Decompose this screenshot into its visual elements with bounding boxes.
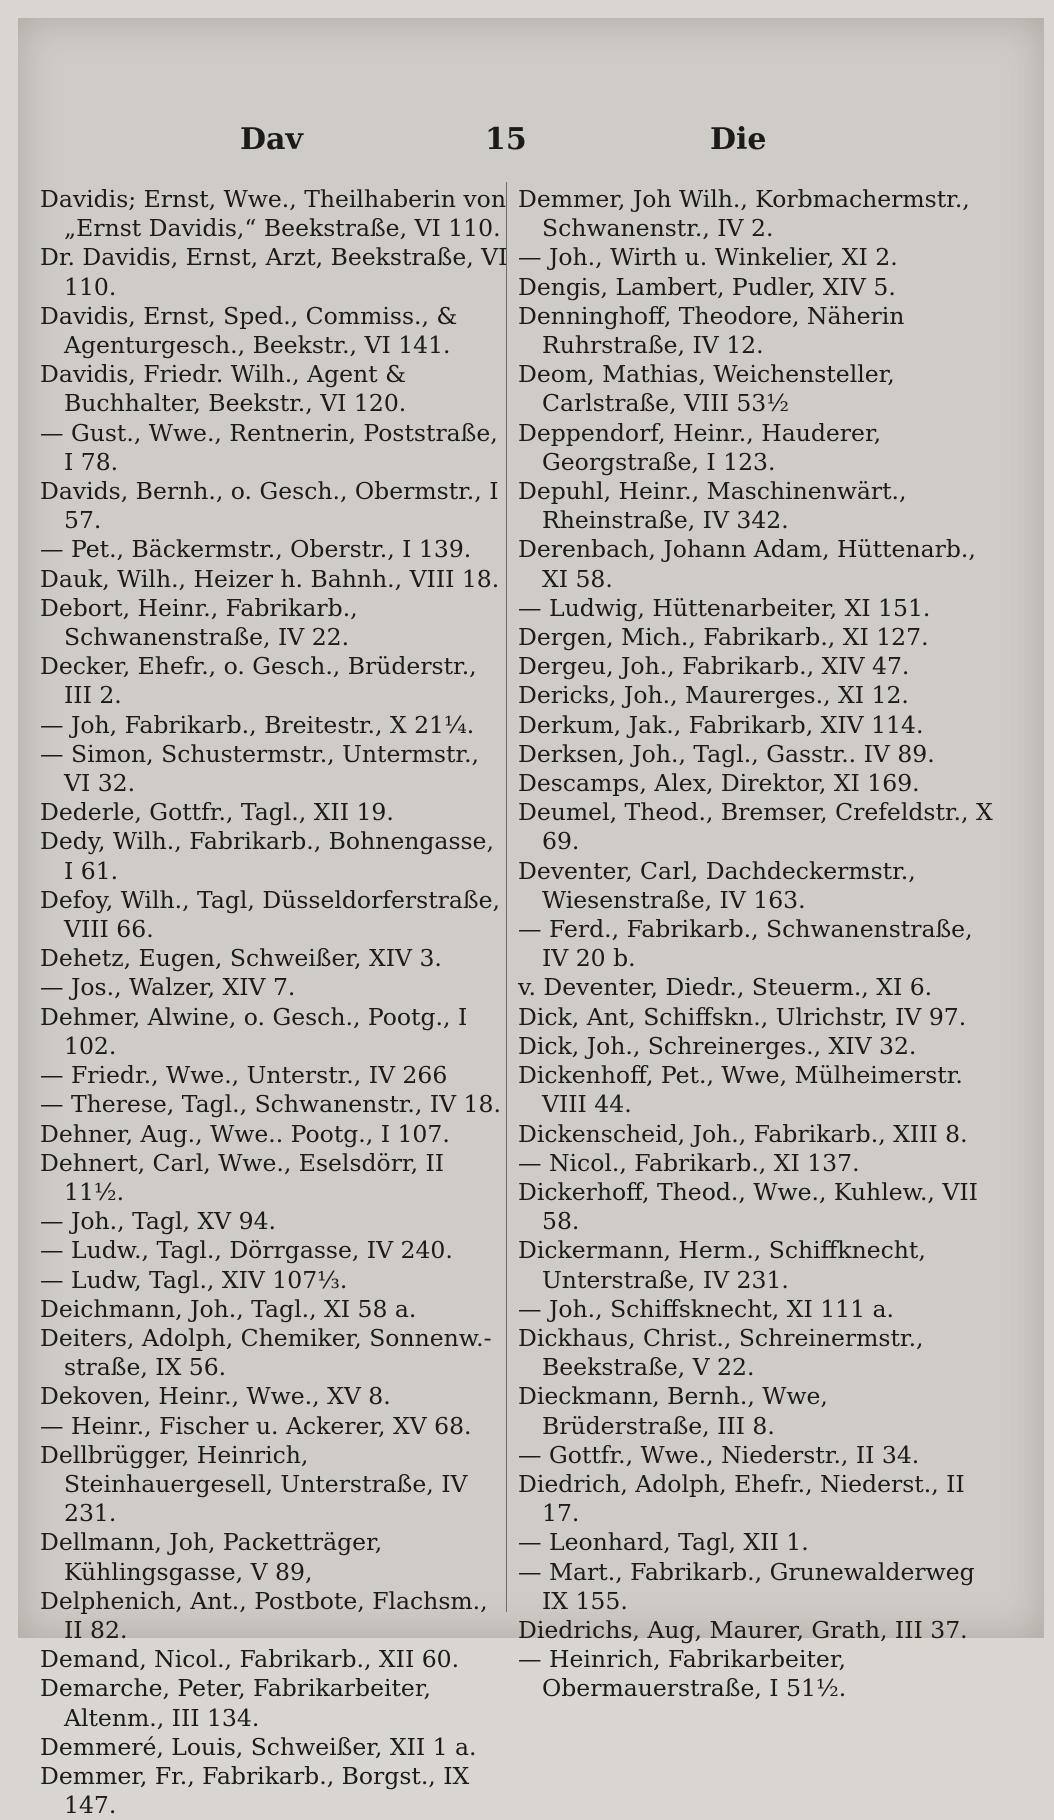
directory-entry: — Nicol., Fabrikarb., XI 137. bbox=[518, 1148, 860, 1177]
page-header bbox=[0, 122, 1054, 162]
directory-entry: Diedrich, Adolph, Ehefr., Niederst., II 17. bbox=[518, 1469, 965, 1528]
directory-entry: Deom, Mathias, Weichensteller, Carlstraße, VIII 53½ bbox=[518, 360, 895, 418]
directory-entry: Dehner, Aug., Wwe.. Pootg., I 107. bbox=[40, 1119, 450, 1148]
page-number: 15 bbox=[485, 122, 527, 157]
directory-entry: Deiters, Adolph, Chemiker, Sonnenw.-straße, IX 56. bbox=[40, 1323, 492, 1382]
directory-entry: Diedrichs, Aug, Maurer, Grath, III 37. bbox=[518, 1615, 968, 1644]
directory-entry: Davids, Bernh., o. Gesch., Obermstr., I 57. bbox=[40, 477, 499, 535]
directory-entry: Dericks, Joh., Maurerges., XI 12. bbox=[518, 681, 909, 710]
directory-entry: Dr. Davidis, Ernst, Arzt, Beekstraße, VI 110. bbox=[40, 243, 508, 301]
directory-entry: — Joh., Wirth u. Winkelier, XI 2. bbox=[518, 243, 898, 272]
directory-entry: — Gust., Wwe., Rentnerin, Poststraße, I 78. bbox=[40, 418, 498, 476]
directory-entry: — Ludw, Tagl., XIV 107⅓. bbox=[40, 1265, 348, 1294]
directory-entry: Demarche, Peter, Fabrikarbeiter, Altenm., III 134. bbox=[40, 1674, 431, 1732]
directory-entry: Dergen, Mich., Fabrikarb., XI 127. bbox=[518, 623, 929, 652]
directory-entry: Dick, Ant, Schiffskn., Ulrichstr, IV 97. bbox=[518, 1002, 967, 1031]
directory-entry: v. Deventer, Diedr., Steuerm., XI 6. bbox=[518, 973, 933, 1002]
directory-entry: — Joh., Schiffsknecht, XI 111 a. bbox=[518, 1294, 894, 1323]
directory-entry: Davidis; Ernst, Wwe., Theilhaberin von „Ernst Davidis,“ Beekstraße, VI 110. bbox=[40, 185, 506, 243]
directory-entry: Dergeu, Joh., Fabrikarb., XIV 47. bbox=[518, 652, 910, 681]
directory-entry: Denninghoff, Theodore, Näherin Ruhrstraße, IV 12. bbox=[518, 301, 905, 360]
directory-entry: — Ludwig, Hüttenarbeiter, XI 151. bbox=[518, 593, 931, 622]
directory-entry: — Leonhard, Tagl, XII 1. bbox=[518, 1528, 809, 1557]
directory-entry: Deventer, Carl, Dachdeckermstr., Wiesenstraße, IV 163. bbox=[518, 856, 916, 914]
directory-entry: — Joh, Fabrikarb., Breitestr., X 21¼. bbox=[40, 710, 475, 739]
directory-entry: Decker, Ehefr., o. Gesch., Brüderstr., III 2. bbox=[40, 652, 477, 710]
directory-entry: Derenbach, Johann Adam, Hüttenarb., XI 58. bbox=[518, 535, 976, 593]
directory-entry: Dellbrügger, Heinrich, Steinhauergesell, Unterstraße, IV 231. bbox=[40, 1440, 468, 1528]
directory-entry: Deichmann, Joh., Tagl., XI 58 a. bbox=[40, 1294, 417, 1323]
directory-entry: — Pet., Bäckermstr., Oberstr., I 139. bbox=[40, 535, 472, 564]
directory-entry: Dickermann, Herm., Schiffknecht, Unterstraße, IV 231. bbox=[518, 1236, 926, 1294]
directory-entry: Dehmer, Alwine, o. Gesch., Pootg., I 102. bbox=[40, 1002, 468, 1060]
directory-entry: — Mart., Fabrikarb., Grunewalderweg IX 155. bbox=[518, 1557, 975, 1615]
directory-entry: Dengis, Lambert, Pudler, XIV 5. bbox=[518, 272, 896, 301]
directory-entry: — Jos., Walzer, XIV 7. bbox=[40, 973, 296, 1002]
directory-entry: Dickerhoff, Theod., Wwe., Kuhlew., VII 58. bbox=[518, 1177, 978, 1236]
directory-entry: Deumel, Theod., Bremser, Crefeldstr., X 69. bbox=[518, 798, 993, 856]
directory-entry: Descamps, Alex, Direktor, XI 169. bbox=[518, 769, 920, 798]
directory-entry: Dickhaus, Christ., Schreinermstr., Beekstraße, V 22. bbox=[518, 1323, 924, 1382]
directory-entry: Dick, Joh., Schreinerges., XIV 32. bbox=[518, 1031, 917, 1060]
directory-entry: — Joh., Tagl, XV 94. bbox=[40, 1207, 276, 1236]
directory-entry: — Ferd., Fabrikarb., Schwanenstraße, IV 20 b. bbox=[518, 915, 973, 973]
directory-entry: Derksen, Joh., Tagl., Gasstr.. IV 89. bbox=[518, 739, 935, 768]
directory-entry: Dickenhoff, Pet., Wwe, Mülheimerstr. VIII 44. bbox=[518, 1061, 963, 1119]
directory-entry: — Simon, Schustermstr., Untermstr., VI 32. bbox=[40, 739, 480, 798]
directory-entry: Davidis, Friedr. Wilh., Agent & Buchhalter, Beekstr., VI 120. bbox=[40, 360, 407, 418]
directory-entry: Dedy, Wilh., Fabrikarb., Bohnengasse, I 61. bbox=[40, 827, 494, 885]
directory-entry: Deppendorf, Heinr., Hauderer, Georgstraße, I 123. bbox=[518, 418, 882, 476]
directory-entry: — Gottfr., Wwe., Niederstr., II 34. bbox=[518, 1440, 920, 1469]
directory-entry: Dederle, Gottfr., Tagl., XII 19. bbox=[40, 798, 394, 827]
directory-entry: Dauk, Wilh., Heizer h. Bahnh., VIII 18. bbox=[40, 564, 500, 593]
header-left-catchword: Dav bbox=[240, 122, 303, 157]
directory-entry: Dehetz, Eugen, Schweißer, XIV 3. bbox=[40, 944, 442, 973]
header-right-catchword: Die bbox=[710, 122, 767, 157]
directory-entry: — Friedr., Wwe., Unterstr., IV 266 bbox=[40, 1061, 448, 1090]
directory-entry: — Ludw., Tagl., Dörrgasse, IV 240. bbox=[40, 1236, 453, 1265]
directory-entry: Dellmann, Joh, Packetträger, Kühlingsgasse, V 89, bbox=[40, 1528, 383, 1586]
directory-entry: Derkum, Jak., Fabrikarb, XIV 114. bbox=[518, 710, 924, 739]
left-column bbox=[40, 185, 510, 1820]
directory-entry: Defoy, Wilh., Tagl, Düsseldorferstraße, VIII 66. bbox=[40, 885, 500, 944]
directory-entry: Davidis, Ernst, Sped., Commiss., & Agenturgesch., Beekstr., VI 141. bbox=[40, 301, 458, 360]
directory-entry: Dehnert, Carl, Wwe., Eselsdörr, II 11½. bbox=[40, 1148, 445, 1206]
directory-entry: Debort, Heinr., Fabrikarb., Schwanenstraße, IV 22. bbox=[40, 593, 358, 652]
directory-entry: Demmer, Fr., Fabrikarb., Borgst., IX 147. bbox=[40, 1761, 470, 1820]
directory-entry: — Therese, Tagl., Schwanenstr., IV 18. bbox=[40, 1090, 501, 1119]
directory-entry: — Heinr., Fischer u. Ackerer, XV 68. bbox=[40, 1411, 472, 1440]
directory-entry: Demmeré, Louis, Schweißer, XII 1 a. bbox=[40, 1732, 477, 1761]
right-column bbox=[518, 185, 996, 1704]
directory-entry: Dickenscheid, Joh., Fabrikarb., XIII 8. bbox=[518, 1119, 968, 1148]
directory-entry: Demand, Nicol., Fabrikarb., XII 60. bbox=[40, 1645, 460, 1674]
directory-entry: Demmer, Joh Wilh., Korbmachermstr., Schwanenstr., IV 2. bbox=[518, 185, 970, 243]
directory-entry: Dieckmann, Bernh., Wwe, Brüderstraße, III 8. bbox=[518, 1382, 828, 1440]
directory-entry: Dekoven, Heinr., Wwe., XV 8. bbox=[40, 1382, 391, 1411]
directory-entry: Delphenich, Ant., Postbote, Flachsm., II 82. bbox=[40, 1586, 488, 1644]
directory-entry: Depuhl, Heinr., Maschinenwärt., Rheinstraße, IV 342. bbox=[518, 477, 907, 535]
directory-entry: — Heinrich, Fabrikarbeiter, Obermauerstraße, I 51½. bbox=[518, 1645, 847, 1703]
